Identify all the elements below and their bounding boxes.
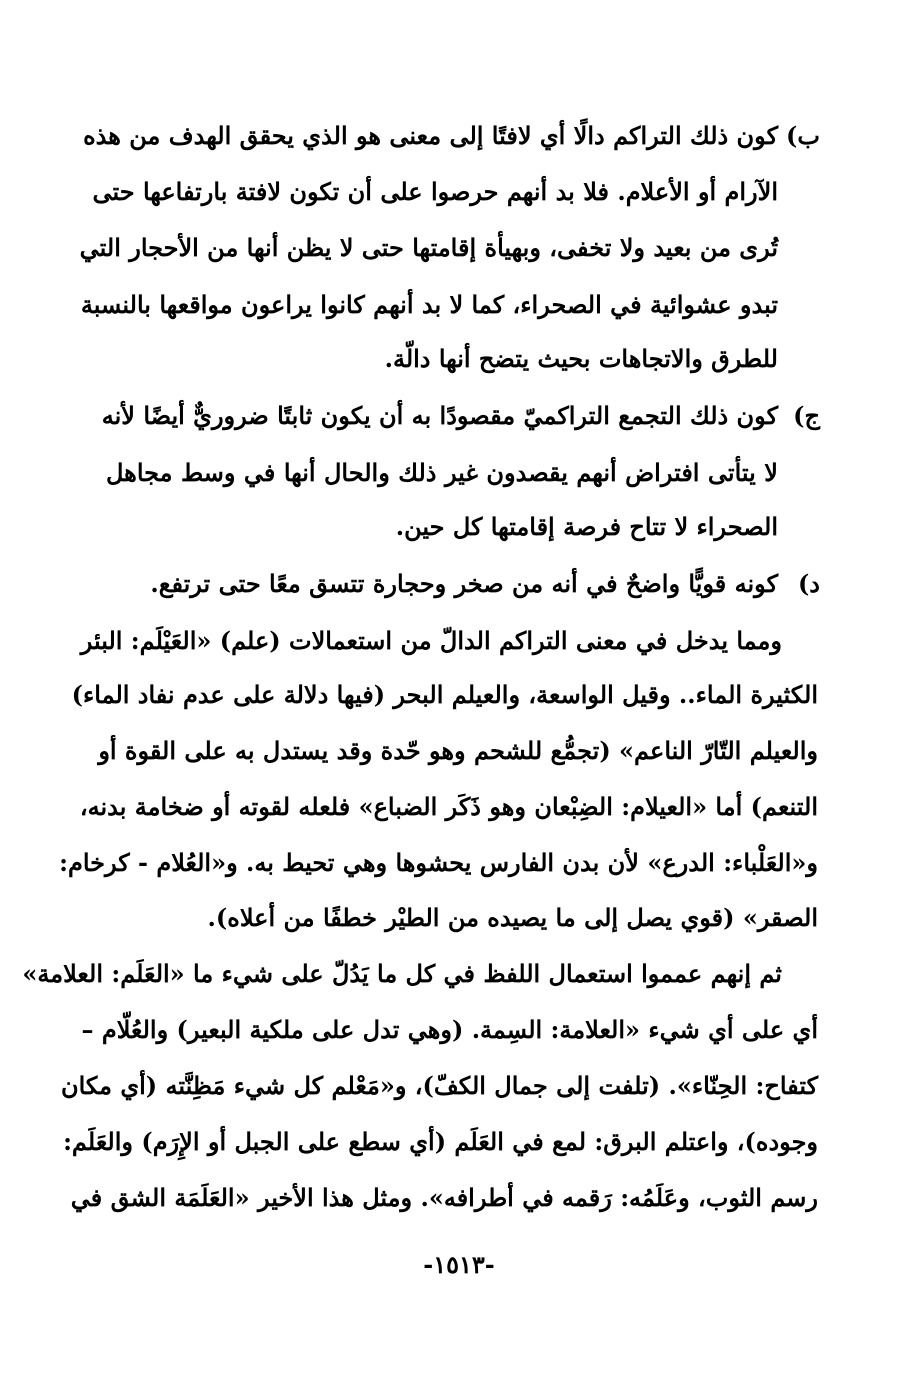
text-line: لا يتأتى افتراض أنهم يقصدون غير ذلك والحال أنها في وسط مجاهل: [106, 458, 778, 487]
item-marker-j: ج): [793, 401, 820, 430]
text-line: أي على أي شيء «العلامة: السِمة. (وهي تدل على ملكية البعير) والعُلّام –: [81, 1015, 818, 1044]
text-line: التنعم) أما «العيلام: الضِبْعان وهو ذَكَر الضباع» فلعله لقوته أو ضخامة بدنه،: [79, 792, 818, 821]
text-line: وجوده)، واعتلم البرق: لمع في العَلَم (أي سطع على الجبل أو الإِرَم) والعَلَم:: [63, 1127, 818, 1156]
text-line: و«العَلْباء: الدرع» لأن بدن الفارس يحشوها وهي تحيط به. و«العُلام - كرخام:: [59, 848, 818, 877]
item-marker-b: ب): [786, 121, 820, 150]
text-line: ثم إنهم عمموا استعمال اللفظ في كل ما يَدُلّ على شيء ما «العَلَم: العلامة»: [22, 959, 782, 988]
text-line: الصحراء لا تتاح فرصة إقامتها كل حين.: [395, 512, 778, 541]
text-line: تبدو عشوائية في الصحراء، كما لا بد أنهم كانوا يراعون مواقعها بالنسبة: [80, 290, 778, 319]
text-line: رسم الثوب، وعَلَمُه: رَقمه في أطرافه». ومثل هذا الأخير «العَلَمَة الشق في: [70, 1183, 818, 1212]
text-line: ومما يدخل في معنى التراكم الدالّ من استعمالات (علم) «العَيْلَم: البئر: [80, 626, 782, 655]
text-line: للطرق والاتجاهات بحيث يتضح أنها دالّة.: [384, 344, 778, 373]
text-line: الصقر» (قوي يصل إلى ما يصيده من الطيْر خطفًا من أعلاه).: [207, 903, 818, 932]
text-line: تُرى من بعيد ولا تخفى، وبهيأة إقامتها حتى لا يظن أنها من الأحجار التي: [79, 233, 778, 262]
text-line: كون ذلك التراكم دالًا أي لافتًا إلى معنى هو الذي يحقق الهدف من هذه: [83, 121, 778, 150]
text-line: كتفاح: الحِنّاء». (تلفت إلى جمال الكفّ)، و«مَعْلم كل شيء مَظِنَّته (أي مكان: [60, 1071, 818, 1100]
text-line: الكثيرة الماء.. وقيل الواسعة، والعيلم البحر (فيها دلالة على عدم نفاد الماء): [71, 680, 818, 709]
item-marker-d: د): [797, 569, 820, 598]
text-line: والعيلم التّارّ الناعم» (تجمُّع للشحم وهو حّدة وقد يستدل به على القوة أو: [98, 736, 818, 765]
text-line: كون ذلك التجمع التراكميّ مقصودًا به أن يكون ثابتًا ضروريٌّ أيضًا لأنه: [101, 401, 778, 430]
page-number: -١٥١٣-: [423, 1250, 495, 1279]
text-line: كونه قويًّا واضحٌ في أنه من صخر وحجارة تتسق معًا حتى ترتفع.: [150, 569, 778, 598]
text-line: الآرام أو الأعلام. فلا بد أنهم حرصوا على أن تكون لافتة بارتفاعها حتى: [92, 177, 778, 206]
